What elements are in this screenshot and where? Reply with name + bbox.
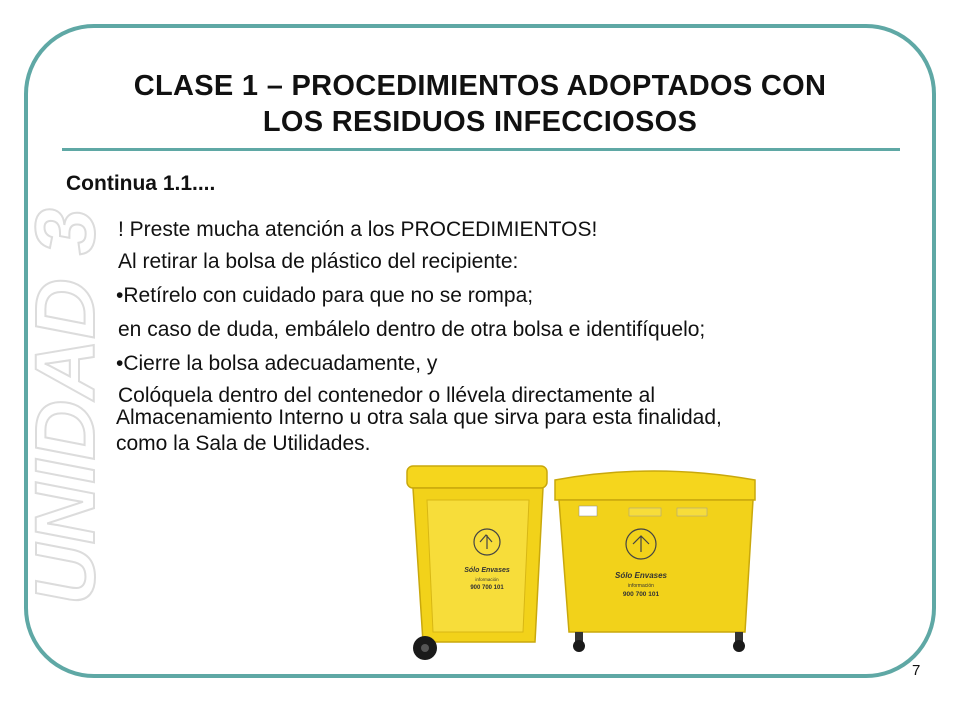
- large-bin: [555, 471, 755, 652]
- body-line: como la Sala de Utilidades.: [116, 432, 371, 455]
- small-bin: [407, 466, 547, 660]
- svg-text:información: información: [475, 577, 499, 582]
- unidad-3-watermark: [6, 200, 116, 610]
- svg-text:900 700 101: 900 700 101: [470, 585, 504, 591]
- title-line-1: CLASE 1 – PROCEDIMIENTOS ADOPTADOS CON: [133, 70, 827, 102]
- body-line: en caso de duda, embálelo dentro de otra bolsa e identifíquelo;: [118, 318, 706, 341]
- body-line: •Cierre la bolsa adecuadamente, y: [116, 352, 438, 375]
- page-number: 7: [912, 662, 921, 679]
- slide-title: [40, 68, 920, 140]
- subtitle: Continua 1.1....: [66, 172, 216, 195]
- svg-text:UNIDAD 3: UNIDAD 3: [18, 208, 112, 605]
- title-line-2: LOS RESIDUOS INFECCIOSOS: [262, 106, 698, 138]
- body-line: Almacenamiento Interno u otra sala que sirva para esta finalidad,: [116, 406, 722, 429]
- svg-text:información: información: [628, 583, 654, 589]
- title-divider: [62, 148, 900, 151]
- svg-text:Sólo Envases: Sólo Envases: [614, 571, 668, 580]
- body-line: ! Preste mucha atención a los PROCEDIMIENTOS!: [118, 218, 598, 241]
- yellow-bins-photo: [403, 460, 761, 663]
- svg-text:900 700 101: 900 700 101: [622, 591, 660, 598]
- body-line: Al retirar la bolsa de plástico del recipiente:: [118, 250, 519, 273]
- body-line: •Retírelo con cuidado para que no se rompa;: [116, 284, 534, 307]
- body-line: Colóquela dentro del contenedor o llévela directamente al: [118, 384, 656, 407]
- svg-text:Sólo Envases: Sólo Envases: [464, 567, 510, 574]
